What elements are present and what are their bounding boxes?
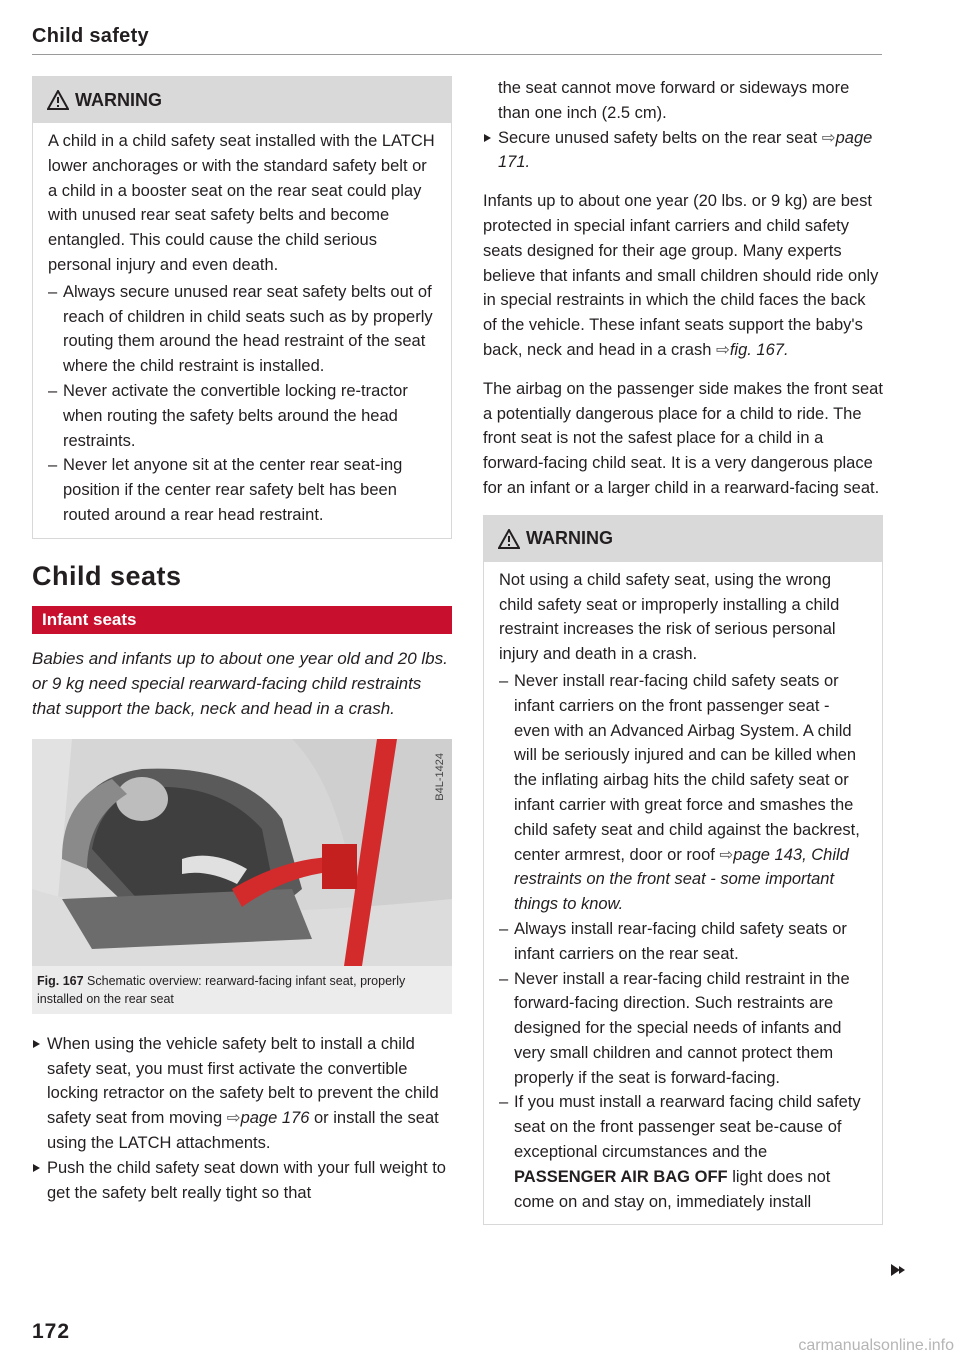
warning-item-text: Never install rear-facing child safety seats or infant carriers on the front passenger seat - even with an Advanced Airbag System. A child will be seriously injured and can be killed when the inflating airbag hits the child safety seat or infant carrier with great force and smashes the child safety seat and child against the backrest, center armrest, door or roof (514, 671, 860, 864)
infant-seat-illustration (32, 739, 452, 966)
arrow-right-icon: ⇨ (226, 1109, 241, 1128)
continue-arrow-icon (899, 1266, 905, 1274)
page-reference-link[interactable]: page 176 (240, 1109, 310, 1128)
warning-label: WARNING (75, 89, 162, 110)
warning-item: – Always secure unused rear seat safety belts out of reach of children in child seats such as by properly routing them around the head restraint of the seat where the child restraint is installed. (48, 280, 437, 379)
warning-item (499, 669, 868, 917)
warning-box-entanglement (32, 76, 452, 539)
arrow-right-icon: ⇨ (821, 128, 836, 147)
instruction-item (483, 126, 883, 176)
arrow-right-icon: ⇨ (716, 340, 730, 359)
warning-triangle-icon (498, 529, 520, 549)
watermark: carmanualsonline.info (798, 1337, 954, 1354)
warning-item: – Always install rear-facing child safety seats or infant carriers on the rear seat. (499, 917, 868, 967)
instruction-list (32, 1032, 452, 1206)
continued-text: the seat cannot move forward or sideways more than one inch (2.5 cm). (498, 79, 850, 122)
figure-code: B4L-1424 (434, 752, 446, 801)
instruction-list (483, 126, 883, 176)
arrow-right-icon: ⇨ (719, 845, 734, 864)
page-reference-link[interactable]: page 171. (498, 128, 873, 172)
warning-item (499, 1090, 868, 1214)
warning-label: WARNING (526, 528, 613, 549)
warning-list (48, 280, 437, 528)
section-title: Child seats (32, 560, 182, 591)
warning-intro: Not using a child safety seat, using the wrong child safety seat or improperly installing a child restraint increases the risk of serious personal injury and death in a crash. (499, 570, 840, 664)
warning-body (33, 123, 451, 538)
subsection-title-bar: Infant seats (32, 606, 452, 634)
warning-header (484, 516, 882, 562)
warning-item: – Never let anyone sit at the center rear seat-ing position if the center rear safety belt has been routed around a rear head restraint. (48, 453, 437, 527)
figure-caption (32, 966, 452, 1014)
warning-box-child-seat (483, 515, 883, 1226)
paragraph-text: Infants up to about one year (20 lbs. or 9 kg) are best protected in special infant carriers and child safety seats designed for their age group. Many experts believe that infants and small children should ride only in special restraints in which the child faces the back of the vehicle. These infant seats support the baby's back, neck and head in a crash (483, 192, 879, 359)
warning-list (499, 669, 868, 1215)
page-number: 172 (32, 1320, 71, 1343)
instruction-item (32, 1032, 452, 1156)
body-paragraph (483, 189, 883, 363)
instruction-text: When using the vehicle safety belt to install a child safety seat, you must first activate the convertible locking retractor on the safety belt to prevent the child safety seat from moving (47, 1034, 439, 1128)
warning-item: – Never activate the convertible locking re-tractor when routing the safety belts around the head restraints. (48, 379, 437, 453)
warning-item: – Never install a rear-facing child restraint in the forward-facing direction. Such restraints are designed for the special needs of infants and very small children and cannot protect them properly if the seat is forward-facing. (499, 967, 868, 1091)
figure-label: Fig. 167 (37, 973, 84, 988)
section-intro: Babies and infants up to about one year old and 20 lbs. or 9 kg need special rearward-facing child restraints that support the back, neck and head in a crash. (32, 648, 448, 718)
instruction-item: Push the child safety seat down with your full weight to get the safety belt really tight so that (32, 1156, 452, 1206)
header-divider (32, 54, 882, 55)
page-header-title: Child safety (32, 25, 149, 47)
instruction-text: Secure unused safety belts on the rear seat (498, 128, 818, 147)
warning-triangle-icon (47, 90, 69, 110)
body-paragraph: The airbag on the passenger side makes the front seat a potentially dangerous place for a child to ride. The front seat is not the safest place for a child in a forward-facing child seat. It is a very dangerous place for an infant or a larger child in a rearward-facing seat. (483, 379, 883, 497)
instruction-text: or install the seat using the LATCH attachments. (47, 1109, 439, 1152)
indicator-light-name: PASSENGER AIR BAG OFF (514, 1167, 728, 1186)
figure-reference-link[interactable]: fig. 167. (729, 340, 789, 359)
left-column (32, 76, 452, 1205)
warning-header (33, 77, 451, 123)
page-reference-link[interactable]: page 143, Child restraints on the front seat - some important things to know. (514, 845, 849, 914)
warning-intro: A child in a child safety seat installed with the LATCH lower anchorages or with the standard safety belt or a child in a booster seat on the rear seat could play with unused rear seat safety belts and become entangled. This could cause the child serious personal injury and even death. (48, 132, 435, 274)
figure-infant-seat-illustration (32, 739, 452, 966)
warning-item-text: light does not come on and stay on, immediately install (514, 1167, 831, 1211)
warning-body (484, 562, 882, 1225)
right-column (483, 76, 883, 1225)
figure-caption-text: Schematic overview: rearward-facing infant seat, properly installed on the rear seat (37, 973, 406, 1006)
warning-item-text: If you must install a rearward facing child safety seat on the front passenger seat be-cause of exceptional circumstances and the (514, 1093, 861, 1162)
